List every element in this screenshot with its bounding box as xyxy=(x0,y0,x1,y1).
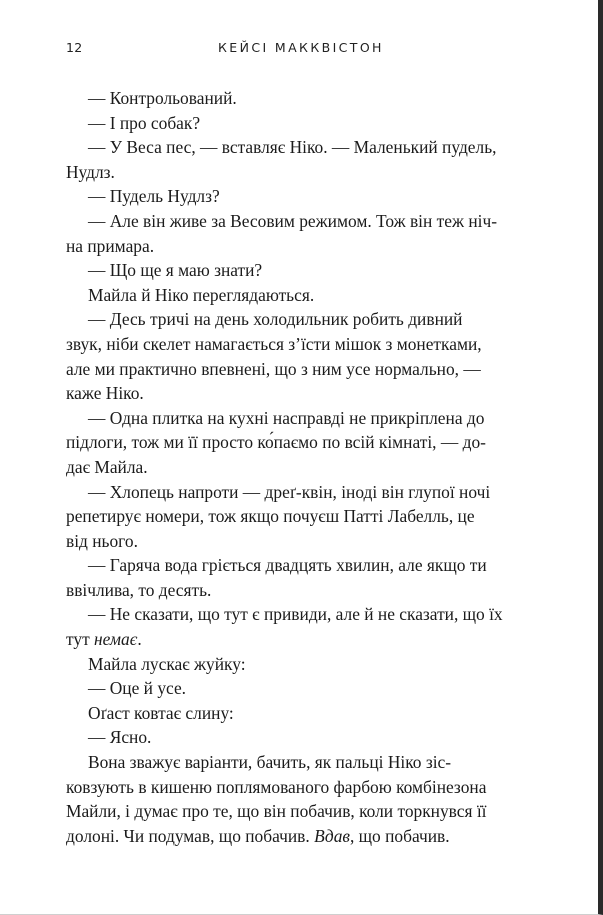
page-number: 12 xyxy=(66,40,83,55)
text-run: тут xyxy=(66,629,95,650)
text-line: Оґаст ковтає слину: xyxy=(88,702,234,723)
text-line: — Але він живе за Весовим режимом. Тож він теж ніч- xyxy=(88,210,498,231)
text-line: Майла й Ніко переглядаються. xyxy=(88,284,315,305)
text-line xyxy=(66,627,532,652)
text-run: долоні. Чи подумав, що побачив. xyxy=(66,825,315,846)
text-line: — Оце й усе. xyxy=(88,678,187,699)
text-line: Вона зважує варіанти, бачить, як пальці Ніко зіс- xyxy=(88,752,452,773)
text-line: — Хлопець напроти — дреґ-квін, іноді він глупої ночі xyxy=(88,481,491,502)
text-run: . xyxy=(137,629,142,650)
text-line: дає Майла. xyxy=(66,456,148,477)
text-line: — Контрольований. xyxy=(88,88,237,108)
text-line: — Одна плитка на кухні насправді не прикріплена до xyxy=(88,407,485,428)
text-line: від нього. xyxy=(66,530,138,551)
text-line: на примара. xyxy=(66,235,155,256)
body-text xyxy=(66,86,532,848)
emphasis-text: немає xyxy=(94,629,138,650)
page-header xyxy=(66,40,532,60)
text-line: — У Веса пес, — вставляє Ніко. — Маленький пудель, xyxy=(88,137,497,158)
text-line: — І про собак? xyxy=(88,112,201,133)
text-line xyxy=(66,824,532,849)
text-line: Нудлз. xyxy=(66,161,115,182)
text-line: але ми практично впевнені, що з ним усе нормально, — xyxy=(66,358,481,379)
text-line: — Пудель Нудлз? xyxy=(88,186,220,207)
text-line: підлоги, тож ми її просто ко́паємо по всій кімнаті, — до- xyxy=(66,432,486,453)
text-line: — Що ще я маю знати? xyxy=(88,260,263,281)
text-line: звук, ніби скелет намагається з’їсти мішок з монетками, xyxy=(66,333,482,354)
text-line: — Десь тричі на день холодильник робить дивний xyxy=(88,309,463,330)
text-line: — Гаряча вода гріється двадцять хвилин, але якщо ти xyxy=(88,555,487,576)
emphasis-text: Вдав xyxy=(314,825,350,846)
text-line: ковзують в кишеню поплямованого фарбою комбінезона xyxy=(66,776,487,797)
running-head-author: КЕЙСІ МАККВІСТОН xyxy=(218,40,384,55)
text-line: Майла лускає жуйку: xyxy=(88,653,246,674)
text-line: — Не сказати, що тут є привиди, але й не сказати, що їх xyxy=(88,604,503,625)
text-run: , що побачив. xyxy=(349,825,450,846)
text-line: — Ясно. xyxy=(88,727,152,748)
text-line: Майли, і думає про те, що він побачив, коли торкнувся її xyxy=(66,801,487,822)
text-line: ввічлива, то десять. xyxy=(66,579,212,600)
text-line: репетирує номери, тож якщо почуєш Патті Лабелль, це xyxy=(66,506,475,527)
text-line: каже Ніко. xyxy=(66,383,144,404)
